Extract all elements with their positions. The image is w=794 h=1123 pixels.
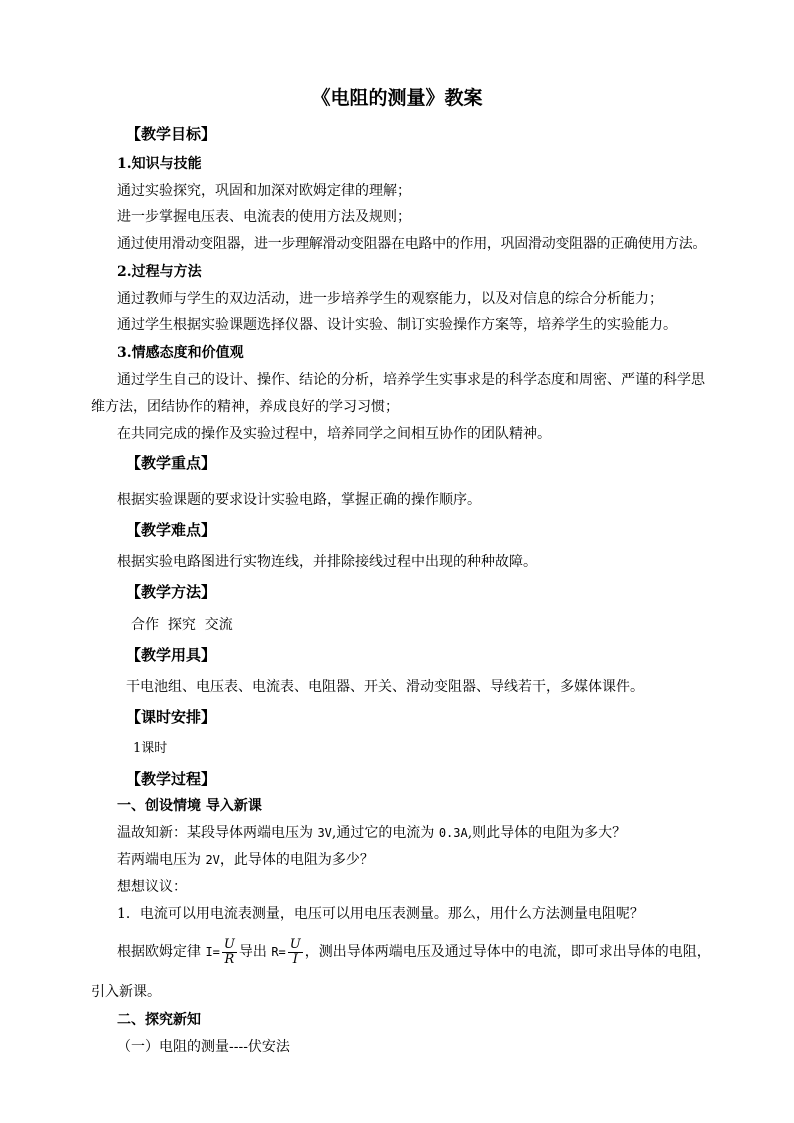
second-question — [117, 851, 374, 869]
knowledge-line-1: 通过实验探究，巩固和加深对欧姆定律的理解； — [117, 183, 411, 199]
ohm-law-line — [117, 934, 711, 970]
process-line-1: 通过教师与学生的双边活动，进一步培养学生的观察能力，以及对信息的综合分析能力； — [117, 291, 663, 307]
subheading-process: 2.过程与方法 — [117, 264, 202, 280]
tools-text: 干电池组、电压表、电流表、电阻器、开关、滑动变阻器、导线若干，多媒体课件。 — [126, 679, 644, 695]
think-label: 想想议议： — [117, 879, 187, 895]
review-mid: ,通过它的电流为 — [331, 825, 439, 841]
section-heading-methods: 【教学方法】 — [126, 583, 217, 601]
section-heading-difficulties: 【教学难点】 — [126, 521, 217, 539]
formula2-denominator: I — [292, 951, 298, 967]
subheading-knowledge: 1.知识与技能 — [117, 156, 202, 172]
ohm-prefix: 根据欧姆定律 — [117, 944, 206, 960]
part2-subheading: （一）电阻的测量----伏安法 — [117, 1039, 290, 1055]
formula1-numerator: U — [223, 936, 235, 952]
section-heading-process: 【教学过程】 — [126, 770, 217, 788]
difficulties-text: 根据实验电路图进行实物连线，并排除接线过程中出现的种种故障。 — [117, 554, 537, 570]
methods-text: 合作 探究 交流 — [131, 617, 233, 633]
review-voltage: 3V — [317, 826, 332, 840]
section-heading-goals: 【教学目标】 — [126, 125, 217, 143]
key-points-text: 根据实验课题的要求设计实验电路，掌握正确的操作顺序。 — [117, 492, 481, 508]
attitude-line-1: 通过学生自己的设计、操作、结论的分析，培养学生实事求是的科学态度和周密、严谨的科学思 — [117, 372, 705, 388]
q2-suffix: ，此导体的电阻为多少？ — [219, 852, 374, 868]
review-current: 0.3A — [438, 826, 468, 840]
knowledge-line-3: 通过使用滑动变阻器，进一步理解滑动变阻器在电路中的作用，巩固滑动变阻器的正确使用方法。 — [117, 236, 707, 252]
ohm-suffix: ，测出导体两端电压及通过导体中的电流，即可求出导体的电阻， — [304, 944, 711, 960]
formula1-denominator: R — [224, 951, 235, 967]
subheading-attitude: 3.情感态度和价值观 — [117, 345, 244, 361]
part2-heading: 二、探究新知 — [117, 1012, 201, 1028]
process-line-2: 通过学生根据实验课题选择仪器、设计实验、制订实验操作方案等，培养学生的实验能力。 — [117, 317, 677, 333]
q2-voltage: 2V — [205, 853, 220, 867]
attitude-line-2: 维方法，团结协作的精神，养成良好的学习习惯； — [91, 399, 399, 415]
page-title: 《电阻的测量》教案 — [311, 87, 483, 109]
question-measure-resistance: 1．电流可以用电流表测量，电压可以用电压表测量。那么，用什么方法测量电阻呢？ — [117, 906, 644, 922]
review-question — [117, 824, 626, 842]
part1-heading: 一、创设情境 导入新课 — [117, 798, 262, 814]
attitude-line-3: 在共同完成的操作及实验过程中，培养同学之间相互协作的团队精神。 — [117, 426, 551, 442]
ohm-mid: 导出 — [238, 944, 272, 960]
review-suffix: ,则此导体的电阻为多大？ — [467, 825, 627, 841]
section-heading-key-points: 【教学重点】 — [126, 454, 217, 472]
formula-r-equals-u-over-i — [288, 938, 303, 967]
schedule-text: 1课时 — [133, 741, 168, 756]
q2-prefix: 若两端电压为 — [117, 852, 206, 868]
formula2-lhs: R= — [271, 945, 286, 959]
formula2-numerator: U — [289, 936, 301, 952]
review-prefix: 温故知新：某段导体两端电压为 — [117, 825, 318, 841]
formula1-lhs: I= — [205, 945, 220, 959]
formula-i-equals-u-over-r — [222, 938, 237, 967]
section-heading-tools: 【教学用具】 — [126, 646, 217, 664]
ohm-law-continuation: 引入新课。 — [91, 984, 161, 1000]
knowledge-line-2: 进一步掌握电压表、电流表的使用方法及规则； — [117, 209, 411, 225]
section-heading-schedule: 【课时安排】 — [126, 708, 217, 726]
